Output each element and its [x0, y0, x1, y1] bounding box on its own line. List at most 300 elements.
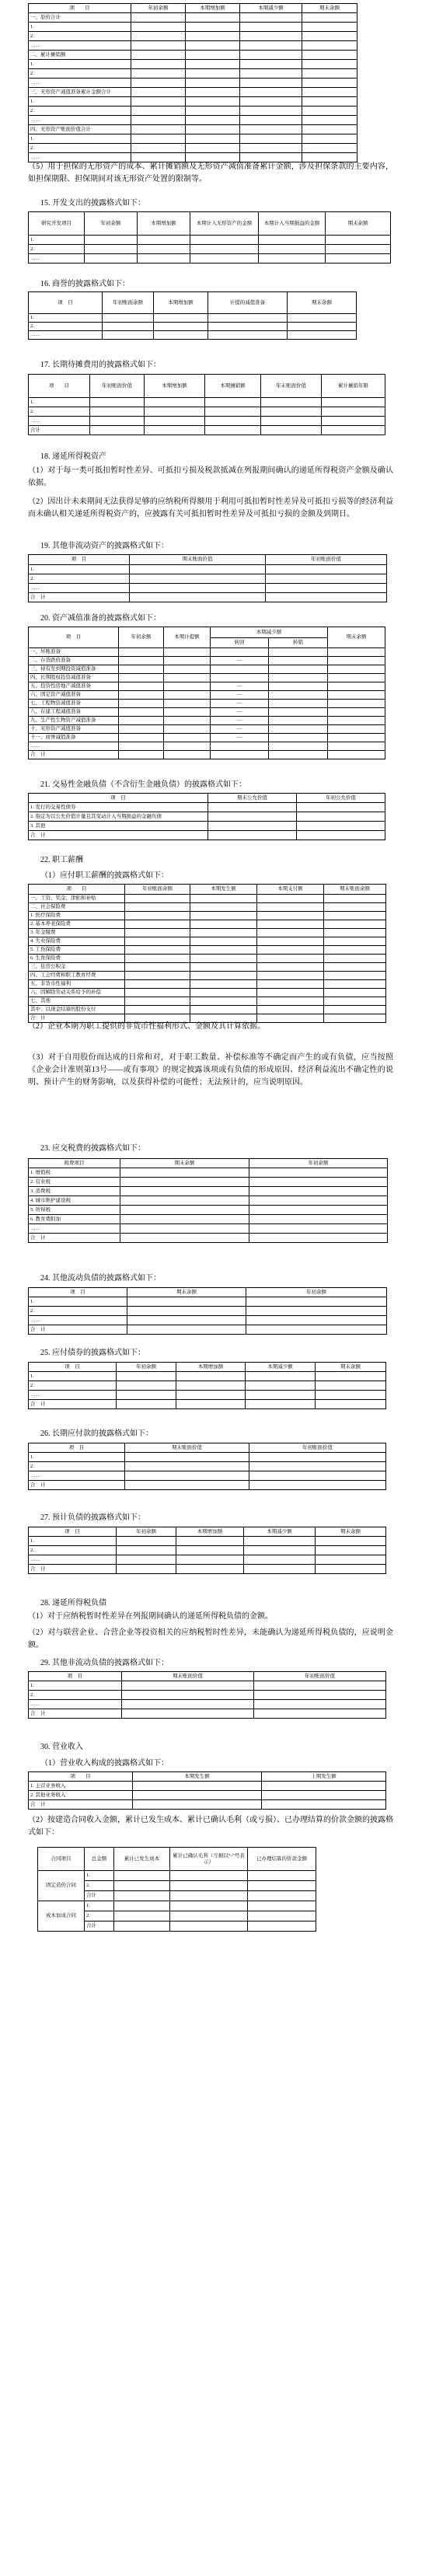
table-row	[29, 134, 357, 144]
table-cell	[119, 648, 164, 657]
table-cell	[240, 23, 302, 32]
table-cell	[120, 1178, 249, 1187]
row-label: 1.	[29, 1372, 117, 1381]
table-cell	[269, 657, 328, 665]
row-label: 七、其他	[29, 997, 125, 1006]
table-row	[29, 742, 385, 751]
table-cell	[262, 1791, 386, 1800]
row-label: 2.	[29, 1691, 122, 1700]
table-cell	[302, 51, 357, 60]
table-cell	[269, 742, 328, 751]
table-cell	[164, 708, 211, 717]
table-cell	[248, 1871, 316, 1881]
row-label: 合 计	[29, 751, 119, 759]
column-header: 年初账面价值	[90, 375, 145, 398]
header-row	[29, 1672, 386, 1681]
table-cell	[269, 717, 328, 725]
row-label: 2.	[29, 144, 131, 153]
table-cell	[208, 803, 297, 812]
column-header: 累计已确认毛利（亏损以“-”号表示）	[170, 1848, 248, 1871]
column-header: 税费项目	[29, 1159, 120, 1168]
s22-table	[28, 884, 386, 1023]
table-row	[29, 331, 357, 340]
row-label: 2.	[29, 407, 90, 417]
table-row	[29, 734, 385, 742]
table-row	[29, 912, 386, 920]
table-cell	[133, 1800, 262, 1810]
table-cell	[190, 254, 259, 264]
table-row	[29, 1234, 388, 1243]
table-cell	[257, 963, 324, 972]
table-cell	[119, 665, 164, 674]
table-row	[38, 1871, 316, 1881]
column-header: 期末余额	[328, 627, 385, 648]
table-cell	[120, 1206, 249, 1215]
row-label: 一、原价合计	[29, 13, 131, 23]
table-cell	[164, 734, 211, 742]
section-title: 19. 其他非流动资产的披露格式如下：	[40, 542, 169, 550]
table-cell	[328, 691, 385, 700]
table-row	[29, 69, 357, 79]
table-cell	[248, 1911, 316, 1922]
table-cell	[130, 565, 266, 574]
column-header: 计提的减值准备	[208, 292, 288, 314]
table-cell	[186, 41, 240, 51]
table-row	[29, 980, 386, 989]
table-cell	[90, 398, 145, 407]
column-header: 本期计入无形资产的金额	[190, 212, 259, 236]
header-row	[29, 375, 385, 398]
column-header: 本期减少额	[244, 1527, 316, 1537]
table-cell	[266, 574, 387, 584]
table-cell	[164, 742, 211, 751]
table-cell	[170, 1871, 248, 1881]
row-label: 2.	[29, 1307, 127, 1316]
table-cell	[117, 1400, 176, 1409]
column-header: 合同项目	[38, 1848, 85, 1871]
paragraph: （1）对于每一类可抵扣暂时性差异、可抵扣亏损及税款抵减在列报期间确认的递延所得税资产金额及确认依据。	[28, 466, 393, 487]
table-cell	[248, 1922, 316, 1932]
group-label: 成本加成合同	[38, 1901, 85, 1932]
row-label: 6. 教育费附加	[29, 1215, 120, 1224]
table-cell	[138, 236, 190, 245]
table-row	[29, 691, 385, 700]
table-cell	[186, 13, 240, 23]
table-cell	[244, 1565, 316, 1574]
table-cell	[249, 1196, 388, 1206]
paragraph: （2）按建造合同收入金额，累计已发生成本、累计已确认毛利（或亏损）、已办理结算的价款金额的披露格式如下：	[28, 1816, 393, 1837]
table-cell	[190, 937, 257, 946]
table-cell	[316, 1400, 386, 1409]
column-header: 本期增加额	[145, 375, 205, 398]
table-row	[29, 323, 357, 331]
row-label: 2. 基本养老保险费	[29, 920, 125, 929]
section-title: 29. 其他非流动负债的披露格式如下：	[40, 1659, 169, 1667]
table-cell	[164, 725, 211, 734]
table-cell	[248, 1891, 316, 1901]
table-cell	[254, 1709, 386, 1719]
paragraph: （3）对于自用股份而达成的日常和对，对于职工数量、补偿标准等不确定而产生的或有负债，应当按照《企业会计准则第13号——或有事项》的规定披露该项或有负债的形成原因、经济利益流出不确定性的说明、预计产生的财务影响，以及获得补偿的可能性；无法预计的，应当说明原因。	[28, 1053, 393, 1087]
column-header: 本期发生额	[133, 1772, 262, 1782]
s16-table	[28, 291, 357, 340]
row-label: 十、无形资产减值准备	[29, 725, 119, 734]
table-cell	[131, 51, 186, 60]
table-cell	[211, 674, 269, 682]
table-cell	[133, 1782, 262, 1791]
table-cell	[85, 236, 138, 245]
column-header: 年初账面余额	[125, 885, 190, 895]
table-row	[29, 1215, 388, 1224]
row-label: 六、固定资产减值准备	[29, 691, 119, 700]
table-cell	[259, 236, 326, 245]
table-row	[29, 97, 357, 106]
table-cell	[266, 584, 387, 593]
table-cell	[249, 1187, 388, 1196]
paragraph: （1）对于应纳税暂时性差异在列报期间确认的递延所得税负债的金额。	[28, 1612, 273, 1621]
table-cell	[119, 700, 164, 708]
table-row	[29, 700, 385, 708]
column-header: 年初余额	[117, 1527, 176, 1537]
row-label: 1.	[29, 97, 131, 106]
table-cell	[131, 23, 186, 32]
row-label: 1.	[29, 236, 85, 245]
table-cell	[328, 734, 385, 742]
table-cell	[246, 1372, 316, 1381]
t0-table	[28, 3, 357, 162]
table-cell	[125, 963, 190, 972]
s27-table	[28, 1527, 386, 1574]
row-label: ……	[29, 1555, 117, 1565]
row-label: 合计	[85, 1922, 114, 1932]
table-cell	[246, 1391, 316, 1400]
row-label: 合计	[85, 1891, 114, 1901]
table-cell	[119, 725, 164, 734]
table-row	[29, 1700, 386, 1709]
table-cell	[130, 593, 266, 602]
table-cell	[205, 398, 261, 407]
table-cell	[322, 398, 385, 407]
column-header: 累计摊销年限	[322, 375, 385, 398]
table-cell	[328, 682, 385, 691]
column-header: 年初余额	[249, 1159, 388, 1168]
table-row	[29, 1565, 386, 1574]
row-label: ……	[29, 79, 131, 88]
table-cell	[257, 1006, 324, 1014]
table-cell	[131, 13, 186, 23]
table-cell	[208, 822, 297, 831]
table-cell	[176, 1400, 246, 1409]
table-cell	[326, 254, 391, 264]
table-row	[29, 1391, 386, 1400]
table-row	[29, 803, 385, 812]
column-header: 本期摊销额	[205, 375, 261, 398]
paragraph-5: （5）用于担保的无形资产的成本、累计摊销额及无形资产减值准备累计金额，涉及担保条款的主要内容，如担保期限、担保期间对该无形资产处置的限制等。	[28, 162, 393, 183]
table-cell	[302, 88, 357, 97]
table-row	[29, 88, 357, 97]
column-header: 期末余额	[316, 1527, 386, 1537]
column-header: 年初账面价值	[249, 1443, 386, 1453]
table-cell	[186, 23, 240, 32]
row-label: 4. 失业保险费	[29, 937, 125, 946]
section-title: 27. 预计负债的披露格式如下：	[40, 1513, 145, 1522]
row-label: 2.	[29, 1462, 125, 1471]
table-cell	[248, 1881, 316, 1891]
column-header: 项 目	[29, 1363, 117, 1372]
table-row	[29, 822, 385, 831]
row-label: 六、因解除劳动关系给予的补偿	[29, 989, 125, 997]
table-cell	[316, 1372, 386, 1381]
row-label: 1.	[29, 134, 131, 144]
s20-table	[28, 627, 385, 759]
table-row	[29, 725, 385, 734]
table-cell	[130, 584, 266, 593]
table-row	[29, 60, 357, 69]
table-cell	[125, 989, 190, 997]
row-label: 2.	[29, 574, 130, 584]
table-cell: —	[211, 725, 269, 734]
table-row	[29, 245, 391, 254]
row-label: 合 计	[29, 1565, 117, 1574]
table-cell	[259, 254, 326, 264]
table-cell	[322, 407, 385, 417]
row-label: ……	[29, 1224, 120, 1234]
table-cell	[316, 1565, 386, 1574]
table-cell	[120, 1168, 249, 1178]
column-header: 本期发生额	[190, 885, 257, 895]
table-row	[29, 1006, 386, 1014]
table-row	[29, 1691, 386, 1700]
table-cell	[302, 60, 357, 69]
row-label: ……	[29, 1316, 127, 1325]
header-row	[29, 1159, 388, 1168]
column-header: 期末余额	[288, 292, 357, 314]
header-row	[29, 1443, 386, 1453]
column-header: 期末账面余额	[324, 885, 386, 895]
header-row	[29, 4, 357, 13]
table-cell	[246, 1325, 387, 1335]
table-row	[29, 407, 385, 417]
table-cell	[117, 1391, 176, 1400]
table-cell	[240, 116, 302, 125]
table-cell	[328, 742, 385, 751]
table-cell	[133, 1791, 262, 1800]
table-row	[29, 903, 386, 912]
row-label: 五、投资性房地产减值准备	[29, 682, 119, 691]
table-cell	[208, 314, 288, 323]
table-row	[29, 1381, 386, 1391]
table-cell	[246, 1307, 387, 1316]
column-header: 年初账面余额	[103, 292, 154, 314]
table-cell	[164, 648, 211, 657]
table-row	[29, 665, 385, 674]
table-cell	[117, 1546, 176, 1555]
table-cell	[125, 1453, 249, 1462]
row-label: 合 计	[29, 831, 208, 840]
table-cell	[302, 23, 357, 32]
row-label: 合计	[29, 426, 90, 435]
header-row	[29, 1363, 386, 1372]
row-label: 4. 城市维护建设税	[29, 1196, 120, 1206]
row-label: 5. 所得税	[29, 1206, 120, 1215]
column-header: 已办理结算的价款金额	[248, 1848, 316, 1871]
table-cell	[176, 1555, 244, 1565]
table-row	[38, 1901, 316, 1911]
row-label: 二、累计摊销额	[29, 51, 131, 60]
table-row	[29, 1224, 388, 1234]
table-cell	[125, 929, 190, 937]
section-title: 28. 递延所得税负债	[40, 1599, 106, 1607]
table-cell	[240, 79, 302, 88]
table-cell	[190, 895, 257, 903]
table-cell	[269, 691, 328, 700]
table-cell	[120, 1215, 249, 1224]
row-label: 合 计	[29, 1800, 133, 1810]
table-cell	[316, 1537, 386, 1546]
table-cell	[186, 51, 240, 60]
group-label: 固定造价合同	[38, 1871, 85, 1901]
table-row	[29, 1453, 386, 1462]
table-cell	[324, 963, 386, 972]
row-label: 合 计	[29, 1014, 125, 1023]
column-header: 研究开发项目	[29, 212, 85, 236]
column-header: 累计已发生成本	[114, 1848, 170, 1871]
table-cell	[240, 32, 302, 41]
table-cell	[269, 708, 328, 717]
table-cell	[164, 665, 211, 674]
table-row	[29, 584, 387, 593]
table-cell	[164, 674, 211, 682]
row-label: 二、存货跌价准备	[29, 657, 119, 665]
table-row	[29, 1372, 386, 1381]
table-cell: —	[211, 717, 269, 725]
table-cell	[324, 955, 386, 963]
table-cell	[170, 1922, 248, 1932]
s30-contract-table	[37, 1847, 316, 1932]
row-label: 2.	[29, 32, 131, 41]
table-row	[29, 565, 387, 574]
subsection-title: （1）应付职工薪酬的披露格式如下：	[40, 871, 169, 880]
table-cell	[244, 1546, 316, 1555]
s29-table	[28, 1671, 386, 1719]
table-row	[29, 1307, 387, 1316]
table-cell	[131, 79, 186, 88]
s25-table	[28, 1362, 386, 1409]
table-row	[29, 682, 385, 691]
table-row	[29, 593, 387, 602]
table-row	[29, 1782, 386, 1791]
table-cell	[176, 1537, 244, 1546]
column-header: 期末账面价值	[125, 1443, 249, 1453]
column-header: 年初余额	[119, 627, 164, 648]
table-cell	[248, 1901, 316, 1911]
row-label: 四、工会经费和职工教育经费	[29, 972, 125, 980]
table-cell	[302, 134, 357, 144]
row-label: 九、生产性生物资产减值准备	[29, 717, 119, 725]
row-label: 二、社会保险费	[29, 903, 125, 912]
table-cell	[322, 426, 385, 435]
table-cell	[190, 920, 257, 929]
table-cell	[269, 700, 328, 708]
table-row	[29, 1168, 388, 1178]
table-cell	[119, 751, 164, 759]
table-cell	[145, 398, 205, 407]
table-row	[29, 674, 385, 682]
table-cell	[131, 134, 186, 144]
table-cell	[117, 1372, 176, 1381]
row-label: 2. 营业税	[29, 1178, 120, 1187]
table-row	[29, 717, 385, 725]
table-cell	[90, 426, 145, 435]
table-cell	[138, 245, 190, 254]
column-header: 期末账面价值	[122, 1672, 254, 1681]
table-row	[29, 1400, 386, 1409]
table-cell	[186, 106, 240, 116]
table-cell	[326, 236, 391, 245]
table-cell	[249, 1168, 388, 1178]
column-header: 期末公允价值	[208, 794, 297, 803]
row-label: 合 计	[29, 1325, 127, 1335]
column-header: 本期支付额	[257, 885, 324, 895]
table-cell	[186, 134, 240, 144]
row-label: ……	[29, 1700, 122, 1709]
s21-table	[28, 793, 385, 840]
table-cell	[119, 657, 164, 665]
table-cell	[302, 41, 357, 51]
row-label: ……	[29, 1391, 117, 1400]
row-label: 2.	[85, 1911, 114, 1922]
table-cell	[316, 1381, 386, 1391]
column-header: 期末余额	[316, 1363, 386, 1372]
table-cell	[249, 1462, 386, 1471]
table-cell	[240, 134, 302, 144]
table-row	[29, 1546, 386, 1555]
table-cell	[266, 593, 387, 602]
table-cell	[125, 1481, 249, 1490]
table-cell	[316, 1555, 386, 1565]
table-cell	[244, 1537, 316, 1546]
table-cell	[114, 1901, 170, 1911]
table-cell	[249, 1178, 388, 1187]
table-cell	[125, 946, 190, 955]
table-cell	[249, 1481, 386, 1490]
table-row	[29, 41, 357, 51]
row-label: 合 计	[29, 1709, 122, 1719]
row-label: ……	[29, 153, 131, 162]
table-cell	[240, 51, 302, 60]
table-cell	[119, 674, 164, 682]
table-cell	[119, 708, 164, 717]
section-title: 16. 商誉的披露格式如下：	[40, 280, 130, 288]
table-cell	[127, 1316, 246, 1325]
row-label: 其中：以现金结算的股份支付	[29, 1006, 125, 1014]
row-label: 八、在建工程减值准备	[29, 708, 119, 717]
column-header: 期末账面价值	[130, 555, 266, 565]
column-header: 项 目	[29, 1672, 122, 1681]
table-cell	[190, 236, 259, 245]
table-cell	[131, 125, 186, 134]
row-label: 2. 其他业务收入	[29, 1791, 133, 1800]
table-cell	[131, 88, 186, 97]
table-row	[29, 1297, 387, 1307]
table-row	[29, 937, 386, 946]
row-label: 2.	[29, 323, 103, 331]
row-label: 合 计	[29, 593, 130, 602]
table-cell	[131, 116, 186, 125]
table-cell	[186, 69, 240, 79]
paragraph: （2）企业本期为职工提供的非货币性福利形式、金额及其计算依据。	[28, 1022, 265, 1031]
table-cell	[205, 417, 261, 426]
row-label: 2.	[29, 245, 85, 254]
